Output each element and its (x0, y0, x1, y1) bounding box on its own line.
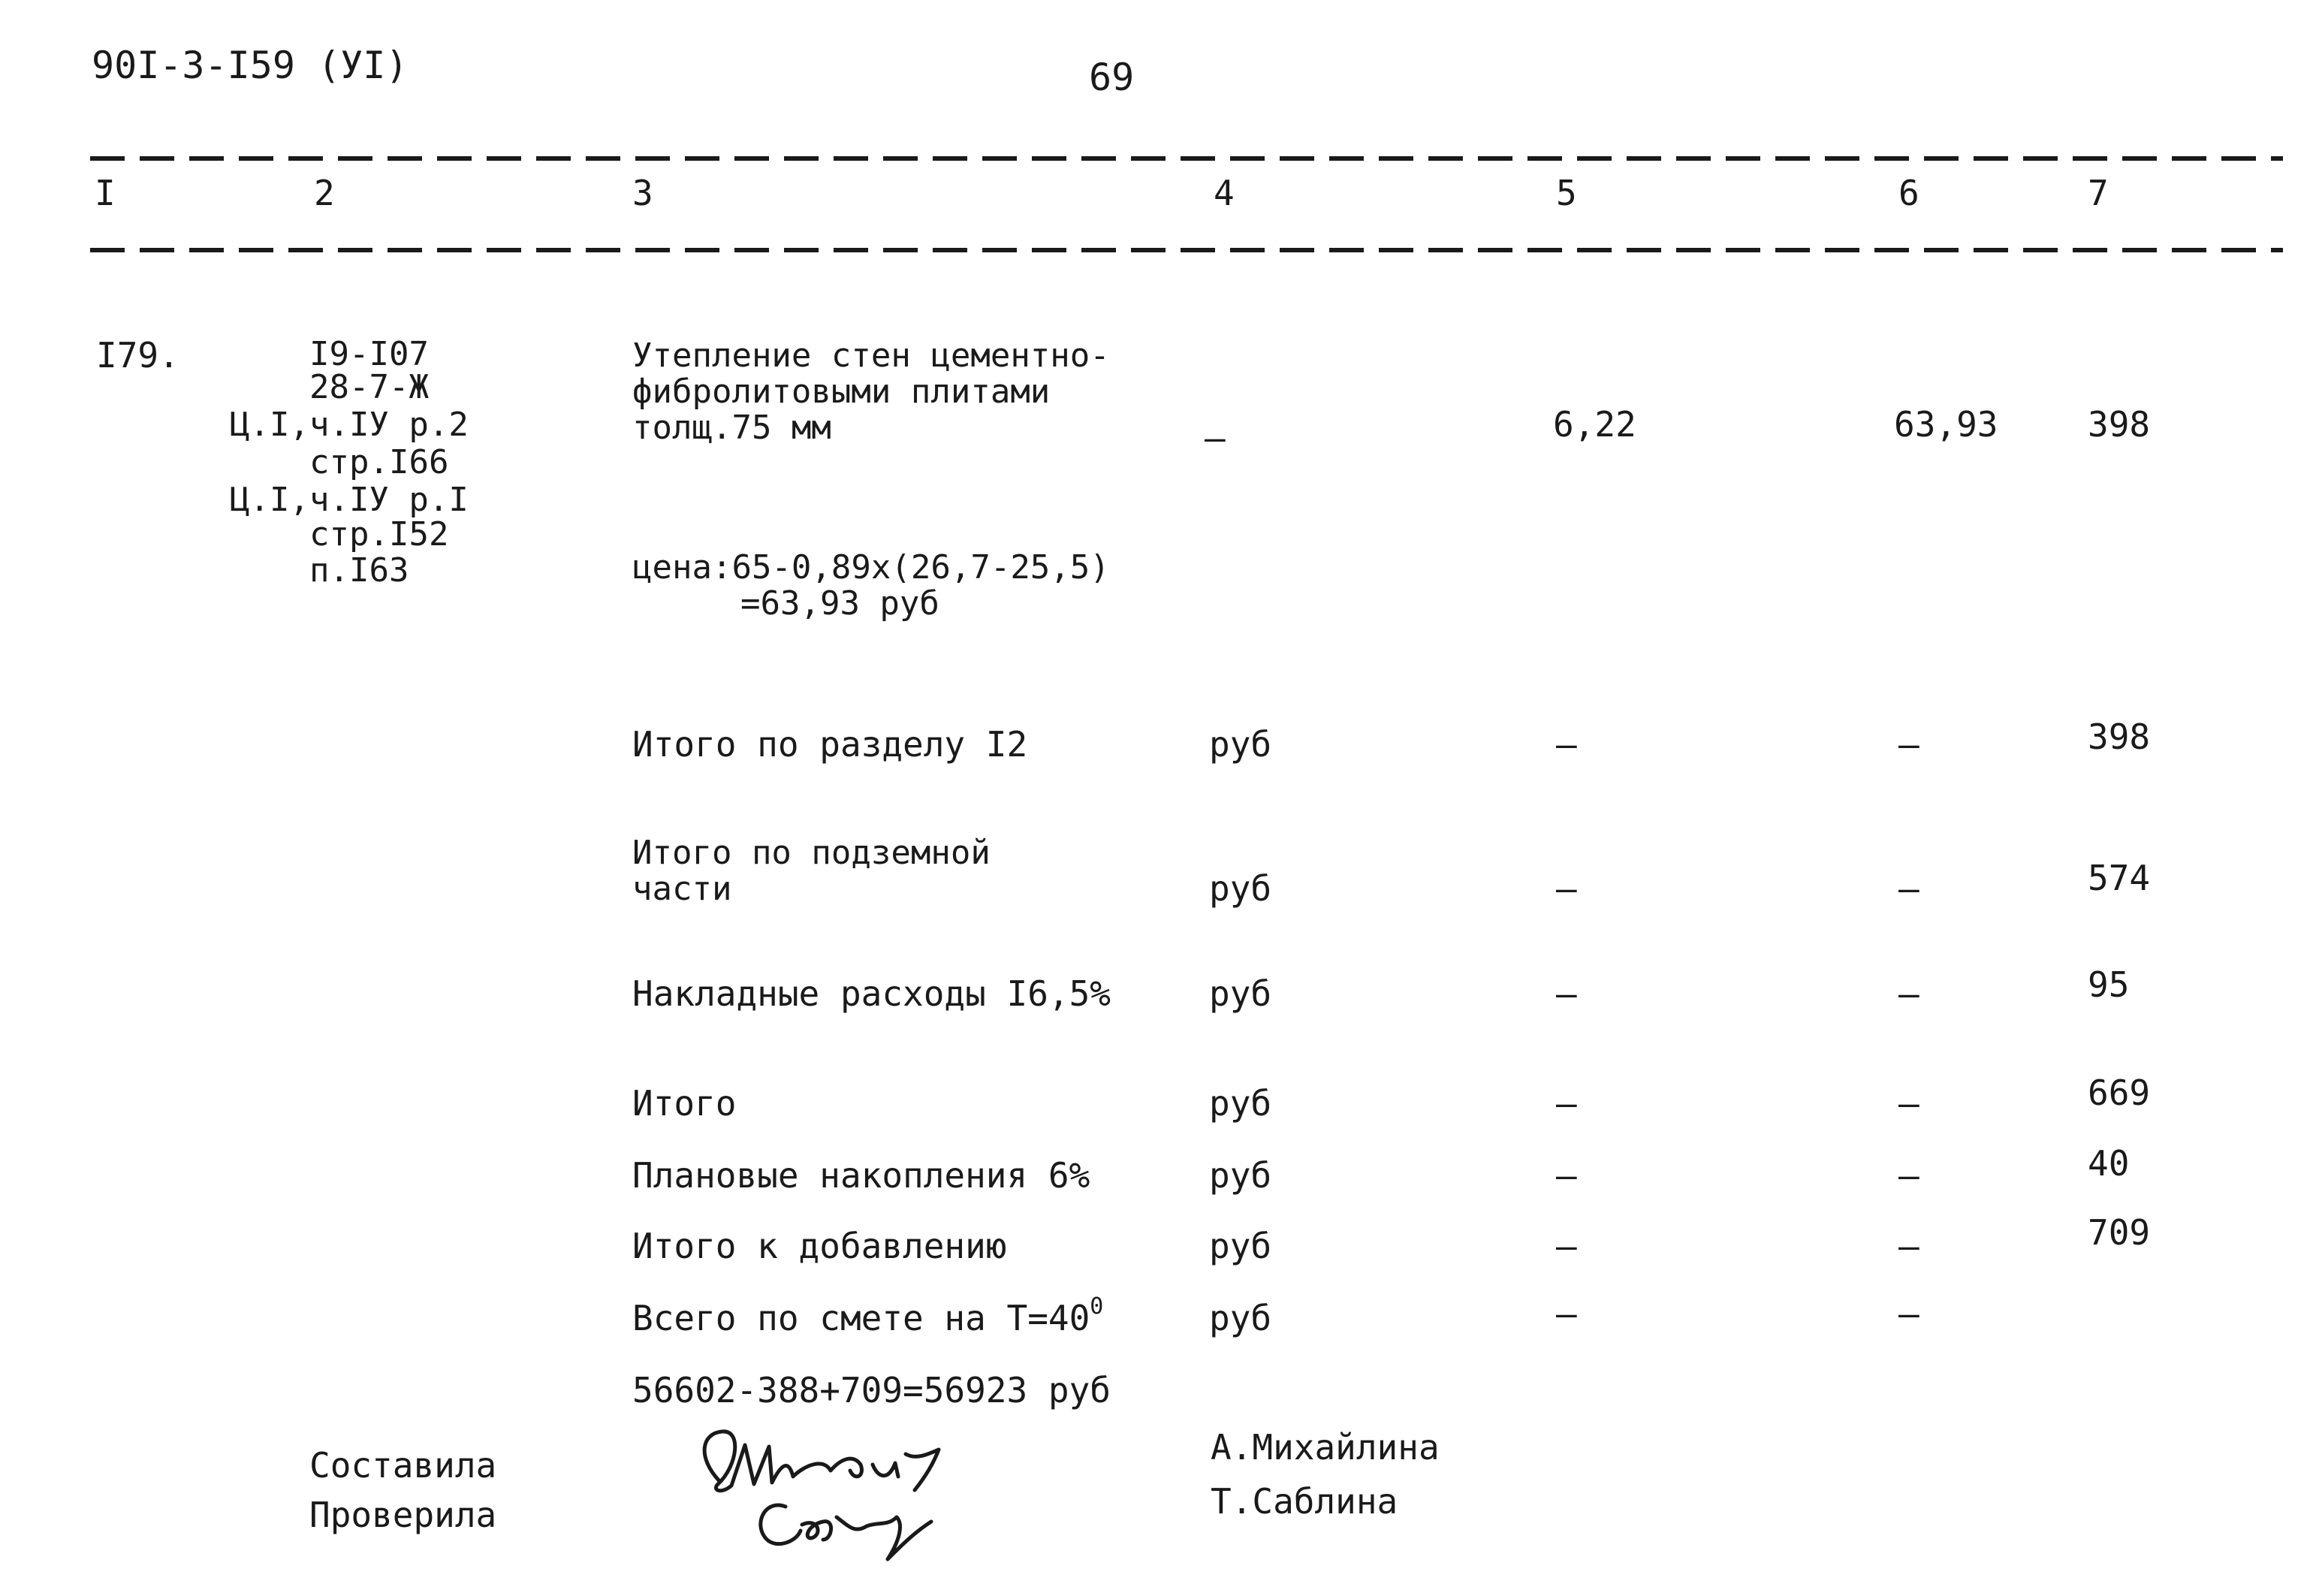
summary-total: 574 (2088, 858, 2151, 898)
column-header-1: I (95, 173, 116, 213)
reference-line: 28-7-Ж (309, 368, 429, 406)
compiled-handwritten-signature (676, 1412, 999, 1570)
summary-label (632, 1293, 1104, 1338)
summary-label: Плановые накопления 6% (632, 1155, 1090, 1196)
summary-unit: руб (1209, 973, 1272, 1014)
summary-col5: – (1556, 1226, 1577, 1266)
column-header-4: 4 (1214, 173, 1235, 213)
summary-col6: – (1898, 724, 1919, 765)
summary-label-text: Всего по смете на Т=40 (632, 1298, 1090, 1338)
reference-line: Ц.I,ч.IУ р.I (230, 481, 469, 519)
summary-label-superscript: 0 (1090, 1293, 1104, 1320)
reference-line: стр.I52 (309, 515, 449, 554)
column-header-5: 5 (1556, 173, 1577, 213)
compiled-by-name: А.Михайлина (1211, 1427, 1440, 1468)
summary-col6: – (1898, 1083, 1919, 1124)
item-quantity: 6,22 (1553, 404, 1636, 445)
header-bottom-dashed-rule (90, 248, 2283, 252)
price-calculation-line: цена:65-0,89х(26,7-25,5) (632, 548, 1110, 587)
summary-unit: руб (1209, 1155, 1272, 1196)
summary-col6: – (1898, 973, 1919, 1014)
compiled-by-label: Составила (309, 1445, 497, 1486)
description-line: фибролитовыми плитами (632, 373, 1051, 411)
checked-by-name: Т.Саблина (1211, 1481, 1398, 1522)
summary-total: 669 (2088, 1073, 2151, 1113)
reference-line: п.I63 (309, 551, 409, 590)
final-calculation: 56602-388+709=56923 руб (632, 1370, 1111, 1410)
price-calculation-line: =63,93 руб (740, 584, 939, 623)
column-header-3: 3 (632, 173, 653, 213)
summary-col5: – (1556, 868, 1577, 909)
column-header-7: 7 (2088, 173, 2109, 213)
summary-col5: – (1556, 724, 1577, 765)
summary-col6: – (1898, 1155, 1919, 1196)
summary-unit: руб (1209, 1226, 1272, 1266)
summary-col6: – (1898, 1293, 1919, 1334)
summary-label: Итого по подземной части (632, 834, 991, 908)
summary-total: 709 (2088, 1212, 2151, 1253)
reference-line: Ц.I,ч.IУ р.2 (230, 406, 469, 444)
summary-label: Итого к добавлению (632, 1226, 1007, 1266)
summary-label: Итого по разделу I2 (632, 724, 1028, 765)
summary-unit: руб (1209, 724, 1272, 765)
column-header-6: 6 (1898, 173, 1919, 213)
summary-col5: – (1556, 973, 1577, 1014)
document-code: 90I-3-I59 (УI) (92, 44, 409, 87)
description-line: Утепление стен цементно- (632, 336, 1110, 375)
page-number: 69 (1089, 56, 1135, 99)
summary-unit: руб (1209, 868, 1272, 909)
column-header-2: 2 (314, 173, 335, 213)
item-total: 398 (2088, 404, 2151, 445)
summary-total: 95 (2088, 964, 2130, 1005)
summary-col6: – (1898, 868, 1919, 909)
summary-col5: – (1556, 1083, 1577, 1124)
summary-unit: руб (1209, 1298, 1272, 1338)
summary-total: 398 (2088, 717, 2151, 757)
summary-col6: – (1898, 1226, 1919, 1266)
top-dashed-rule (90, 156, 2283, 161)
reference-line: стр.I66 (309, 443, 449, 481)
summary-col5: – (1556, 1293, 1577, 1334)
description-line: толщ.75 мм (632, 409, 831, 447)
summary-label: Накладные расходы I6,5% (632, 973, 1111, 1014)
summary-col5: – (1556, 1155, 1577, 1196)
summary-total: 40 (2088, 1143, 2130, 1184)
summary-unit: руб (1209, 1083, 1272, 1124)
item-unit: – (1205, 418, 1226, 458)
summary-label: Итого (632, 1083, 737, 1124)
item-number: I79. (96, 335, 179, 376)
reference-line: I9-I07 (309, 335, 429, 373)
checked-by-label: Проверила (309, 1495, 497, 1535)
item-price: 63,93 (1894, 404, 1998, 445)
